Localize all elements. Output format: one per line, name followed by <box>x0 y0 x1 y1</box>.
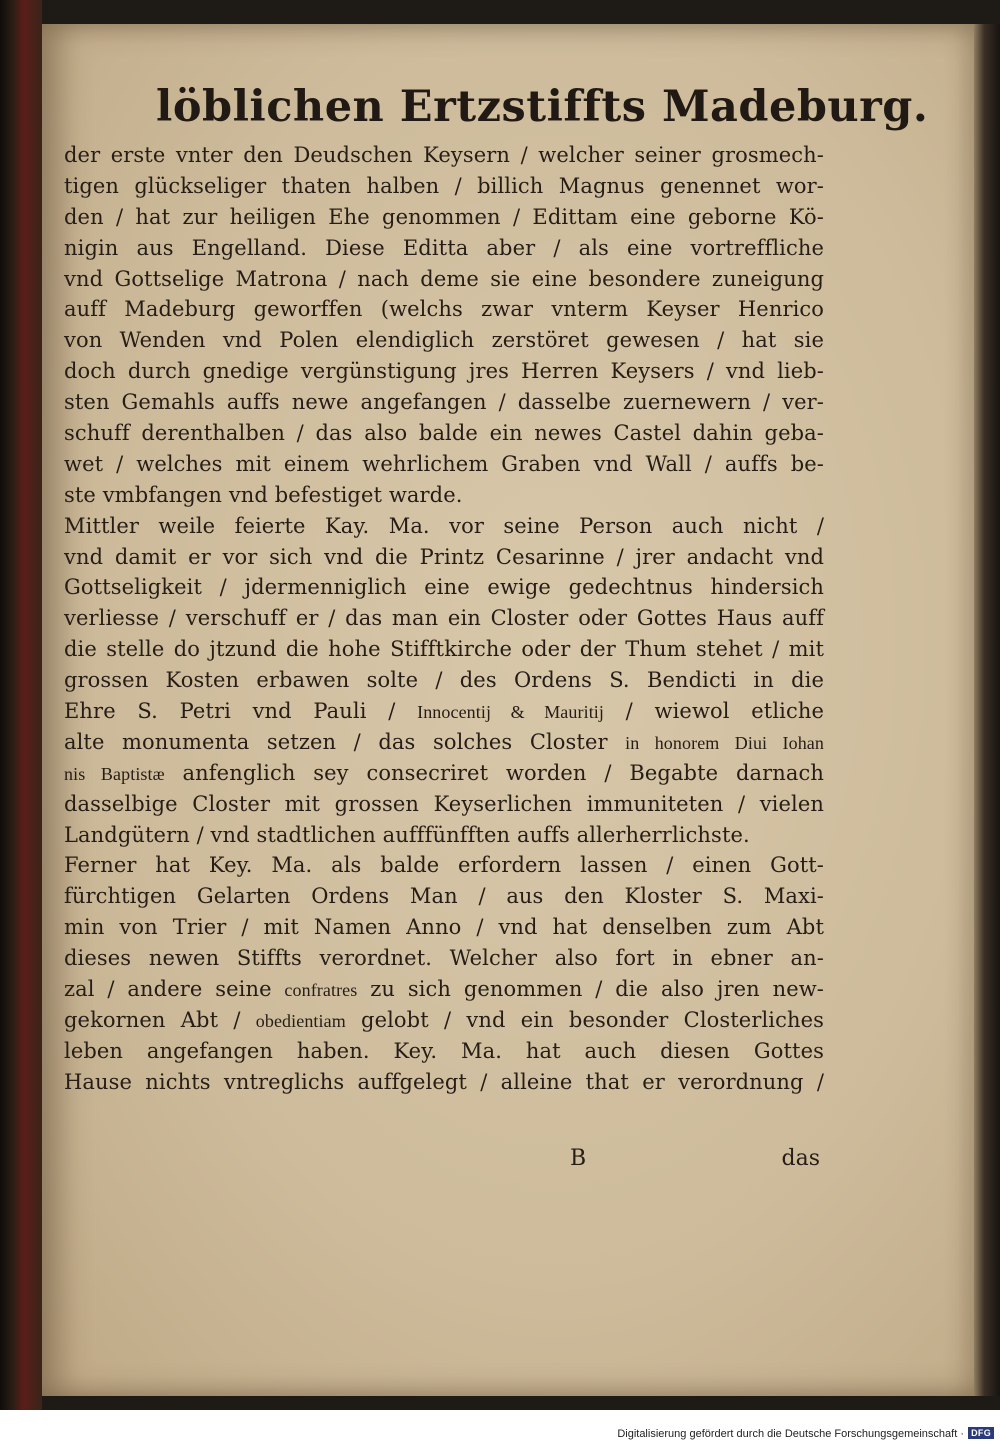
text-line <box>64 696 824 727</box>
text-line <box>64 1067 824 1098</box>
text-line <box>64 542 824 573</box>
text-segment: grossen Kosten erbawen solte / des Ordens S. Bendicti in die <box>64 668 824 693</box>
text-segment: anfenglich sey consecriret worden / Begabte darnach <box>164 760 825 785</box>
text-line <box>64 294 824 325</box>
text-segment: Ferner hat Key. Ma. als balde erfordern lassen / einen Gott- <box>64 853 824 878</box>
text-segment: schuff derenthalben / das also balde ein newes Castel dahin geba- <box>64 421 824 446</box>
body-text <box>64 140 824 1098</box>
signature-mark: B <box>570 1146 587 1171</box>
text-line <box>64 171 824 202</box>
text-line <box>64 140 824 171</box>
text-line <box>64 202 824 233</box>
book-spine-edge <box>0 0 42 1410</box>
latin-phrase: confratres <box>284 980 358 1001</box>
text-line <box>64 727 824 758</box>
text-line <box>64 325 824 356</box>
text-segment: zal / andere seine <box>64 977 285 1002</box>
text-line <box>64 387 824 418</box>
page-right-edge <box>974 24 1000 1396</box>
text-segment: gekornen Abt / <box>64 1007 256 1032</box>
text-segment: der erste vnter den Deudschen Keysern / welcher seiner grosmech- <box>64 143 824 167</box>
latin-phrase: nis Baptistæ <box>64 763 165 784</box>
text-line <box>64 264 824 295</box>
text-segment: min von Trier / mit Namen Anno / vnd hat denselben zum Abt <box>64 915 824 940</box>
text-line <box>64 1005 824 1036</box>
funding-notice: Digitalisierung gefördert durch die Deutsche Forschungsgemeinschaft · <box>617 1428 964 1440</box>
text-line <box>64 1036 824 1067</box>
text-line <box>64 603 824 634</box>
text-segment: den / hat zur heiligen Ehe genommen / Edittam eine geborne Kö- <box>64 204 824 229</box>
text-segment: zu sich genommen / die also jren new- <box>357 977 824 1002</box>
text-segment: leben angefangen haben. Key. Ma. hat auch diesen Gottes <box>64 1038 824 1063</box>
text-segment: tigen glückseliger thaten halben / billich Magnus genennet wor- <box>64 173 824 198</box>
text-line <box>64 233 824 264</box>
text-line <box>64 480 824 511</box>
text-segment: doch durch gnedige vergünstigung jres Herren Keysers / vnd lieb- <box>64 359 824 384</box>
text-segment: die stelle do jtzund die hohe Stifftkirche oder der Thum stehet / mit <box>64 637 824 662</box>
text-line <box>64 912 824 943</box>
page-foot <box>540 1146 820 1171</box>
text-segment: verliesse / verschuff er / das man ein Closter oder Gottes Haus auff <box>64 606 824 631</box>
text-segment: vnd Gottselige Matrona / nach deme sie eine besondere zuneigung <box>64 266 824 291</box>
text-segment: vnd damit er vor sich vnd die Printz Cesarinne / jrer andacht vnd <box>64 544 824 569</box>
dfg-logo: DFG <box>968 1427 994 1439</box>
text-line <box>64 634 824 665</box>
text-segment: dieses newen Stiffts verordnet. Welcher also fort in ebner an- <box>64 946 824 971</box>
latin-phrase: Innocentij & Mauritij <box>417 702 604 723</box>
text-line <box>64 511 824 542</box>
footer-bar <box>0 1410 1000 1449</box>
text-line <box>64 850 824 881</box>
catchword: das <box>781 1146 820 1171</box>
text-segment: fürchtigen Gelarten Ordens Man / aus den Kloster S. Maxi- <box>64 884 824 909</box>
text-segment: Hause nichts vntreglichs auffgelegt / alleine that er verordnung / <box>64 1069 824 1094</box>
text-line <box>64 974 824 1005</box>
text-segment: sten Gemahls auffs newe angefangen / dasselbe zuernewern / ver- <box>64 390 824 415</box>
text-segment: ste vmbfangen vnd befestiget warde. <box>64 482 463 507</box>
text-line <box>64 881 824 912</box>
text-segment: auff Madeburg geworffen (welchs zwar vnterm Keyser Henrico <box>64 297 824 322</box>
text-segment: Landgütern / vnd stadtlichen aufffünfften auffs allerherrlichste. <box>64 822 750 847</box>
text-line <box>64 789 824 820</box>
text-line <box>64 449 824 480</box>
text-segment: Mittler weile feierte Kay. Ma. vor seine Person auch nicht / <box>64 513 824 538</box>
text-line <box>64 820 824 851</box>
text-segment: nigin aus Engelland. Diese Editta aber / als eine vortreffliche <box>64 235 824 260</box>
text-segment: gelobt / vnd ein besonder Closterliches <box>345 1007 825 1032</box>
text-line <box>64 418 824 449</box>
latin-phrase: in honorem Diui Iohan <box>625 732 824 753</box>
running-head: löblichen Ertzstiffts Madeburg. <box>156 82 929 132</box>
text-line <box>64 665 824 696</box>
text-segment: dasselbige Closter mit grossen Keyserlichen immuniteten / vielen <box>64 791 824 816</box>
text-line <box>64 356 824 387</box>
text-segment: alte monumenta setzen / das solches Closter <box>64 729 626 754</box>
text-segment: wet / welches mit einem wehrlichem Graben vnd Wall / auffs be- <box>64 451 824 476</box>
text-segment: von Wenden vnd Polen elendiglich zerstöret gewesen / hat sie <box>64 328 824 353</box>
text-line <box>64 572 824 603</box>
latin-phrase: obedientiam <box>255 1010 346 1031</box>
text-line <box>64 758 824 789</box>
text-segment: Ehre S. Petri vnd Pauli / <box>64 699 418 724</box>
text-segment: Gottseligkeit / jdermenniglich eine ewige gedechtnus hindersich <box>64 575 824 600</box>
text-segment: / wiewol etliche <box>604 699 824 724</box>
text-line <box>64 943 824 974</box>
